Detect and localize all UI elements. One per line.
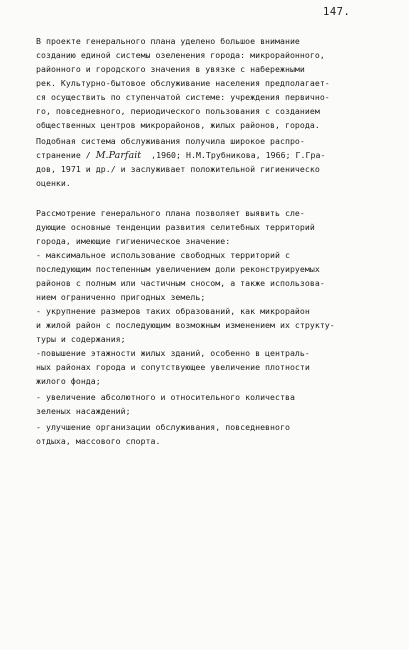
text-line: туры и содержания; xyxy=(36,334,126,344)
text-line: - увеличение абсолютного и относительного количества xyxy=(36,392,295,402)
text-line: го, повседневного, периодического пользования с созданием xyxy=(36,106,320,116)
text-line: дов, 1971 и др./ и заслуживает положительной гигиеническо xyxy=(36,164,320,174)
text-line: созданию единой системы озеленения города: микрорайонного, xyxy=(36,50,325,60)
text-line: жилого фонда; xyxy=(36,376,101,386)
page-number: 147. xyxy=(323,6,351,18)
text-line: ных районах города и сопутствующее увеличение плотности xyxy=(36,362,310,372)
text-line: -повышение этажности жилых зданий, особенно в централь- xyxy=(36,348,310,358)
text-line-with-handwriting xyxy=(36,150,376,161)
text-line: рек. Культурно-бытовое обслуживание населения предполагает- xyxy=(36,78,330,88)
text-line: зеленых насаждений; xyxy=(36,406,131,416)
text-line: отдыха, массового спорта. xyxy=(36,436,161,446)
text-line: нием ограниченно пригодных земель; xyxy=(36,292,206,302)
text-line: районного и городского значения в увязке с набережными xyxy=(36,64,305,74)
text-line: Рассмотрение генерального плана позволяет выявить сле- xyxy=(36,208,305,218)
text-fragment: странение / xyxy=(36,150,96,160)
handwritten-name: M.Parfait xyxy=(95,150,142,161)
text-line: районов с полным или частичным сносом, а также использова- xyxy=(36,278,325,288)
text-line: - максимальное использование свободных территорий с xyxy=(36,250,290,260)
text-line: оценки. xyxy=(36,178,71,188)
text-line: В проекте генерального плана уделено большое внимание xyxy=(36,36,300,46)
text-line: Подобная система обслуживания получила широкое распро- xyxy=(36,136,305,146)
text-line: и жилой район с последующим возможным изменением их структу- xyxy=(36,320,335,330)
text-line: общественных центров микрорайонов, жилых районов, города. xyxy=(36,120,320,130)
text-line: последующим постепенным увеличением доли реконструируемых xyxy=(36,264,320,274)
text-line: ся осуществить по ступенчатой системе: учреждения первично- xyxy=(36,92,330,102)
text-line: - укрупнение размеров таких образований, как микрорайон xyxy=(36,306,310,316)
text-line: - улучшение организации обслуживания, повседневного xyxy=(36,422,290,432)
text-line: дующие основные тенденции развития селитебных территорий xyxy=(36,222,315,232)
text-fragment: ,1960; Н.М.Трубникова, 1966; Г.Гра- xyxy=(151,150,326,160)
text-line: города, имеющие гигиеническое значение: xyxy=(36,236,231,246)
